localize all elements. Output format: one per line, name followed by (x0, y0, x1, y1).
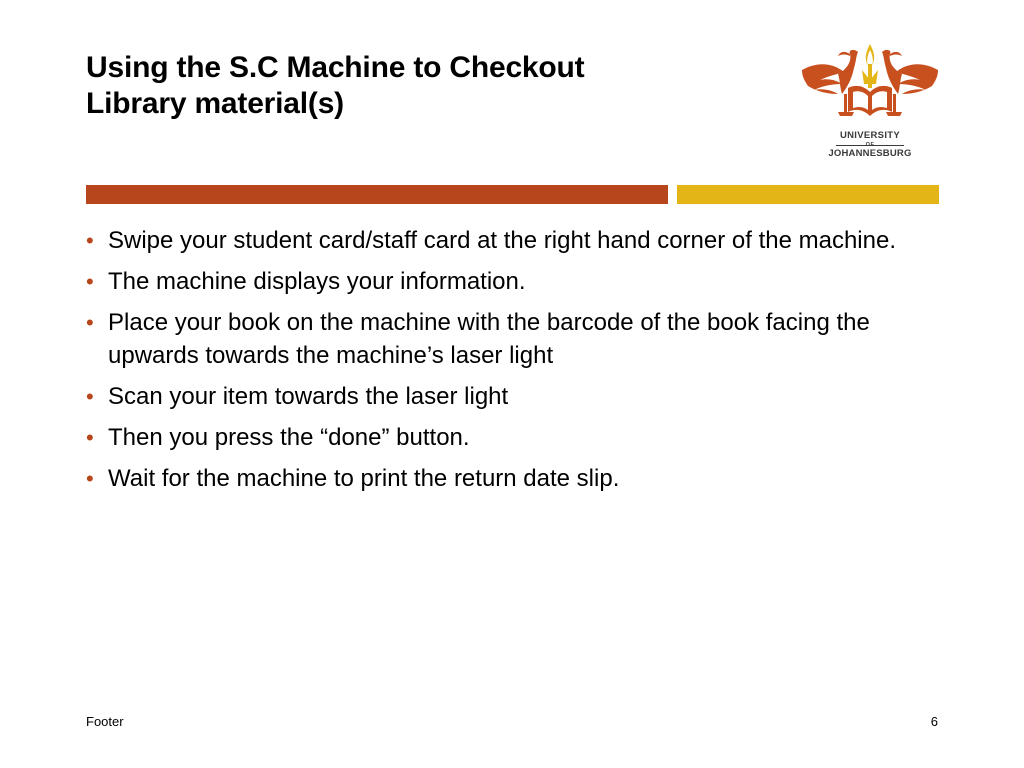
bullet-item (86, 306, 936, 372)
bullet-dot-icon: • (86, 269, 94, 294)
university-crest-icon (798, 40, 942, 130)
logo-text-of: OF (865, 142, 875, 148)
bullet-text: The machine displays your information. (108, 268, 526, 295)
slide-title-line-2: Library material(s) (86, 87, 344, 120)
bullet-dot-icon: • (86, 310, 94, 335)
bullet-dot-icon: • (86, 425, 94, 450)
bullet-text: Wait for the machine to print the return date slip. (108, 465, 620, 492)
bullet-list (86, 224, 936, 503)
slide-title (86, 50, 726, 122)
bullet-dot-icon: • (86, 228, 94, 253)
bullet-item (86, 265, 936, 298)
logo-text-university: UNIVERSITY (839, 130, 900, 141)
header-band-orange (86, 185, 668, 204)
page-number: 6 (930, 714, 938, 729)
slide-title-line-1: Using the S.C Machine to Checkout (86, 51, 585, 84)
bullet-dot-icon: • (86, 466, 94, 491)
bullet-item (86, 421, 936, 454)
bullet-item (86, 380, 936, 413)
bullet-item (86, 462, 936, 495)
bullet-text: Swipe your student card/staff card at the right hand corner of the machine. (108, 227, 897, 254)
bullet-text: Then you press the “done” button. (108, 424, 470, 451)
bullet-dot-icon: • (86, 384, 94, 409)
bullet-item (86, 224, 936, 257)
footer-text: Footer (86, 714, 124, 729)
university-logo (798, 40, 942, 162)
logo-text-johannesburg: JOHANNESBURG (828, 148, 912, 159)
header-band-yellow (677, 185, 939, 204)
bullet-text: Place your book on the machine with the barcode of the book facing the upwards towards the machine’s laser light (108, 309, 870, 369)
bullet-text: Scan your item towards the laser light (108, 383, 509, 410)
